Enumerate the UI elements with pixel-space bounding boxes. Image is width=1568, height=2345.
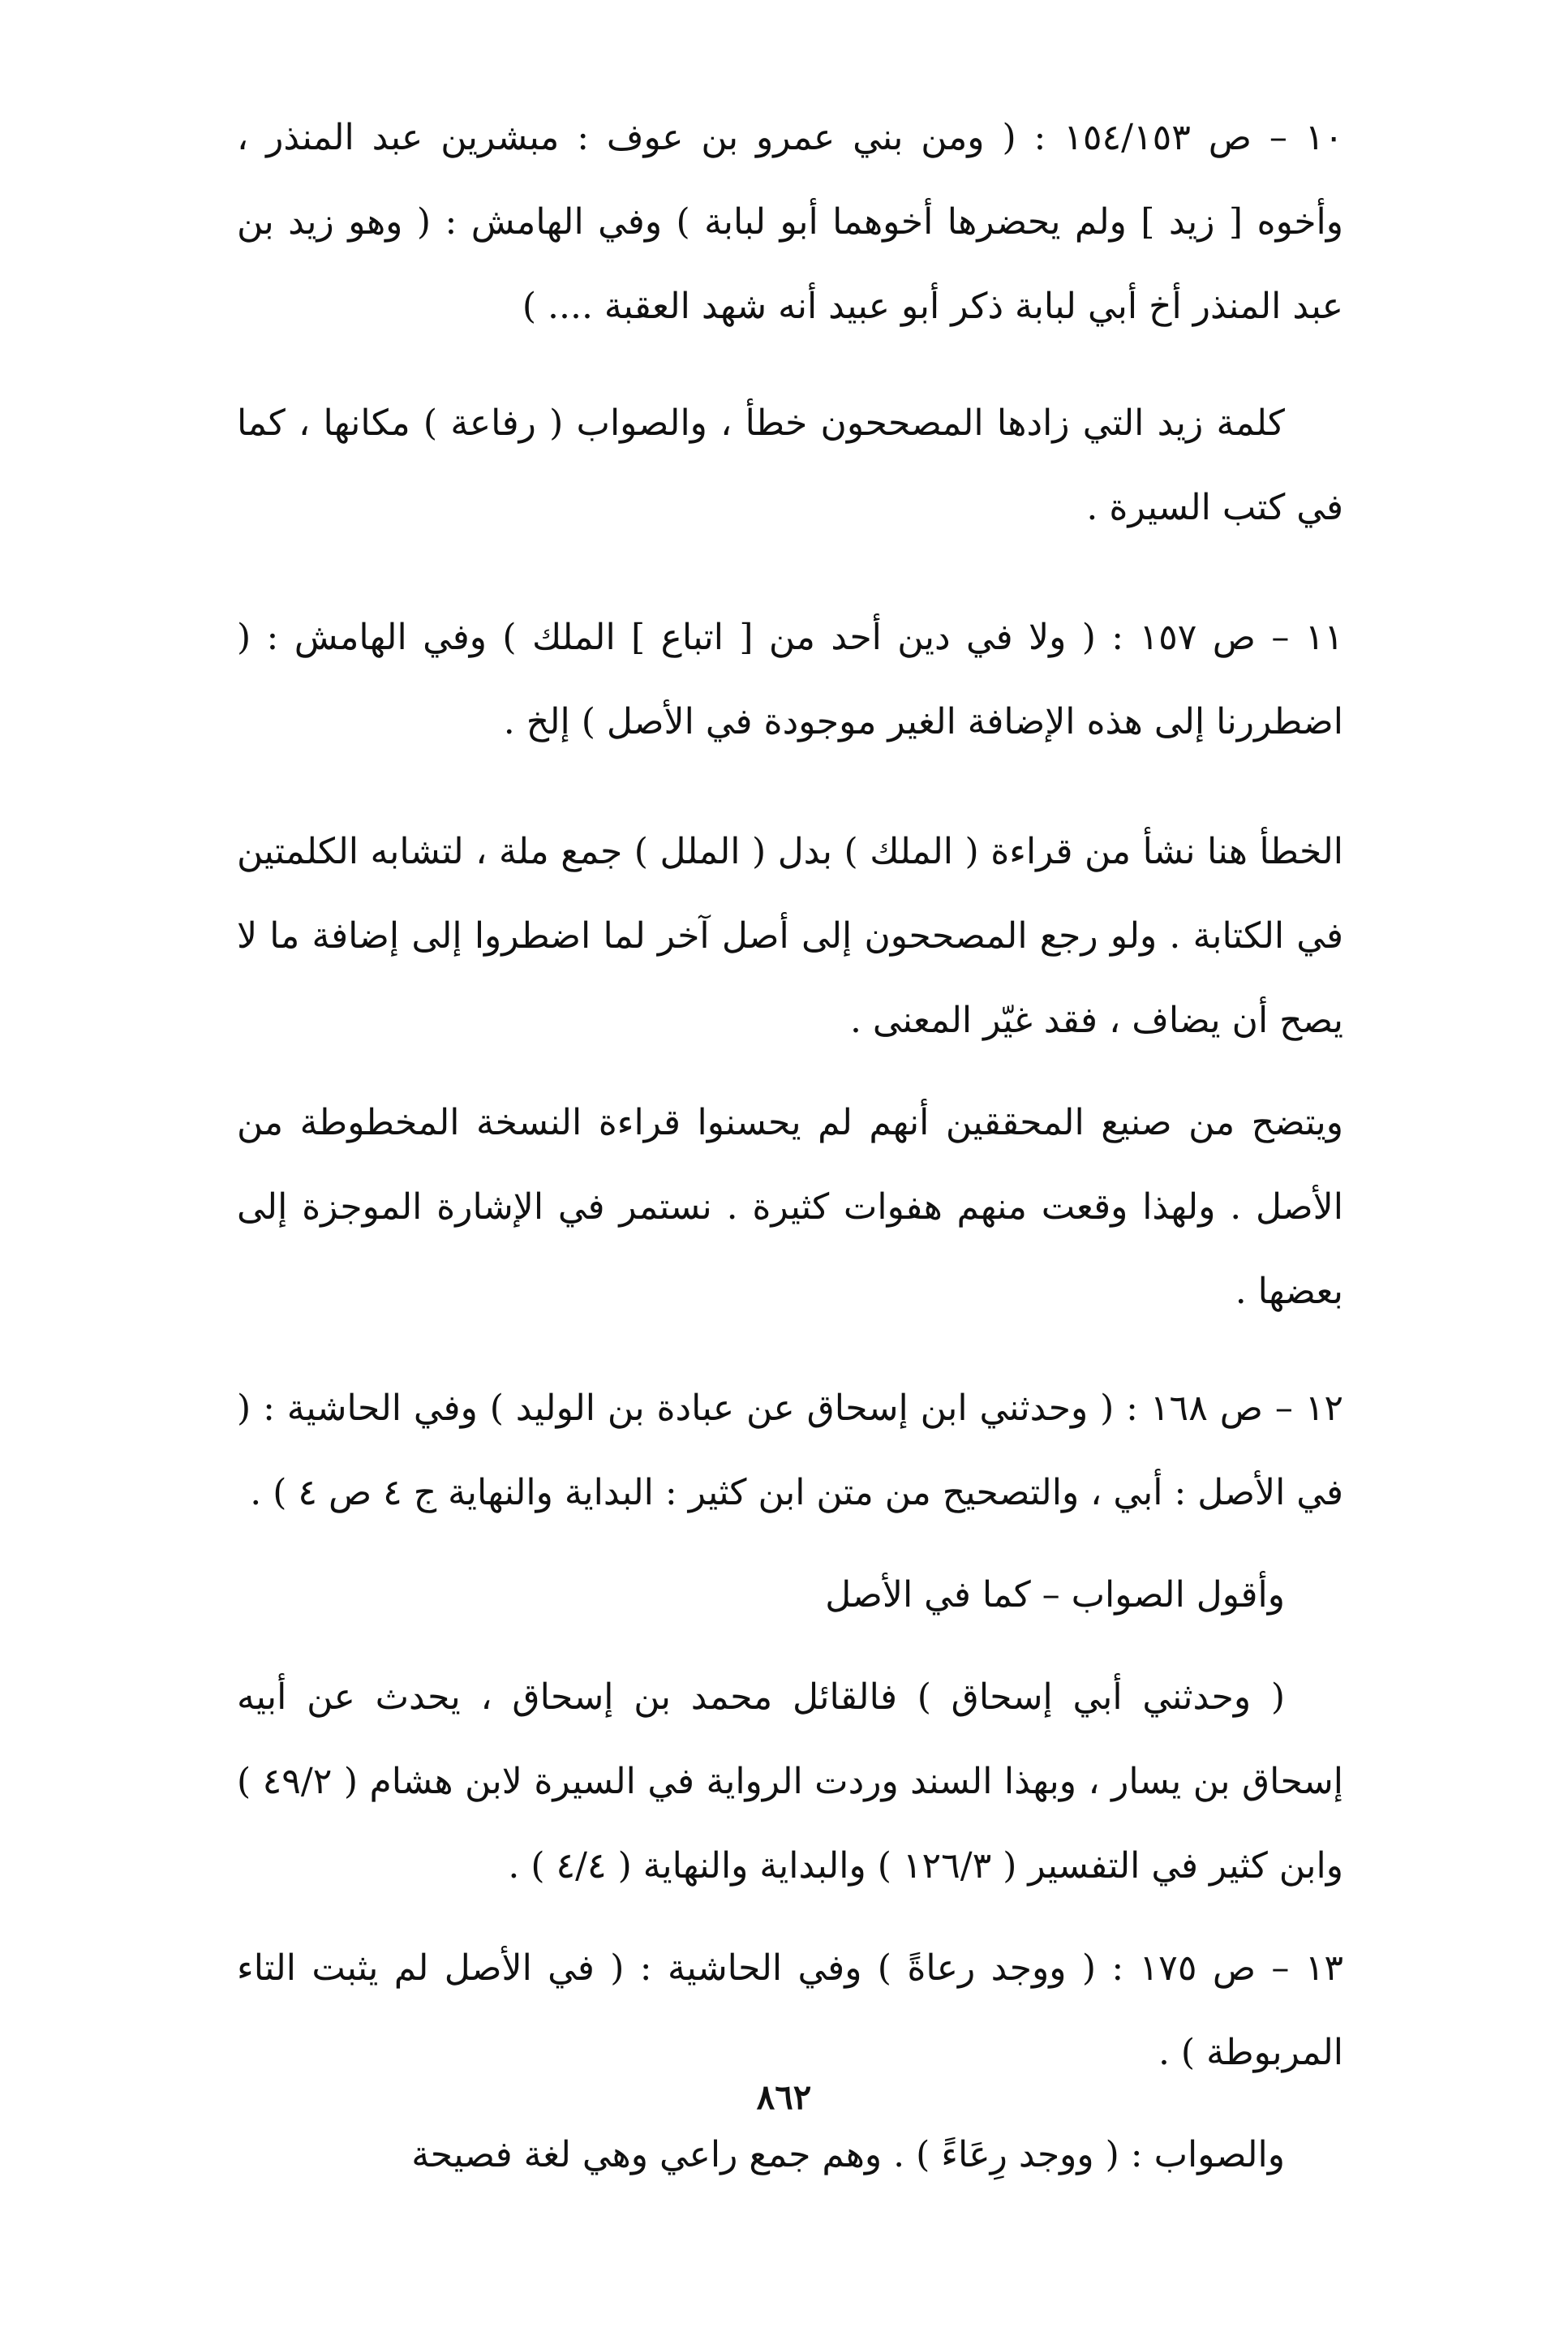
paragraph-item-13: ١٣ – ص ١٧٥ : ( ووجد رعاةً ) وفي الحاشية : ( في الأصل لم يثبت التاء المربوطة ) . xyxy=(237,1947,1344,2073)
paragraph-commentary: ويتضح من صنيع المحققين أنهم لم يحسنوا قراءة النسخة المخطوطة من الأصل . ولهذا وقعت منهم هفوات كثيرة . نستمر في الإشارة الموجزة إلى بعضها . xyxy=(237,1102,1343,1312)
paragraph-correction-12-intro: وأقول الصواب – كما في الأصل xyxy=(825,1574,1285,1616)
document-page xyxy=(237,96,1343,2270)
paragraph-item-11: ١١ – ص ١٥٧ : ( ولا في دين أحد من [ اتباع ] الملك ) وفي الهامش : ( اضطررنا إلى هذه الإضافة الغير موجودة في الأصل ) إلخ . xyxy=(237,617,1343,742)
paragraph-correction-10: كلمة زيد التي زادها المصححون خطأ ، والصواب ( رفاعة ) مكانها ، كما في كتب السيرة . xyxy=(237,402,1343,528)
paragraph-correction-13: والصواب : ( ووجد رِعَاءً ) . وهم جمع راعي وهي لغة فصيحة xyxy=(411,2134,1285,2175)
page-number: ٨٦٢ xyxy=(756,2077,812,2117)
paragraph-item-10: ١٠ – ص ١٥٤/١٥٣ : ( ومن بني عمرو بن عوف : مبشرين عبد المنذر ، وأخوه [ زيد ] ولم يحضرها أخوهما أبو لبابة ) وفي الهامش : ( وهو زيد بن عبد المنذر أخ أبي لبابة ذكر أبو عبيد أنه شهد العقبة .... ) xyxy=(237,117,1344,327)
paragraph-correction-11: الخطأ هنا نشأ من قراءة ( الملك ) بدل ( الملل ) جمع ملة ، لتشابه الكلمتين في الكتابة . ولو رجع المصححون إلى أصل آخر لما اضطروا إلى إضافة ما لا يصح أن يضاف ، فقد غيّر المعنى . xyxy=(237,831,1343,1041)
paragraph-item-12: ١٢ – ص ١٦٨ : ( وحدثني ابن إسحاق عن عبادة بن الوليد ) وفي الحاشية : ( في الأصل : أبي ، والتصحيح من متن ابن كثير : البداية والنهاية ج ٤ ص ٤ ) . xyxy=(237,1388,1344,1513)
paragraph-correction-12: ( وحدثني أبي إسحاق ) فالقائل محمد بن إسحاق ، يحدث عن أبيه إسحاق بن يسار ، وبهذا السند وردت الرواية في السيرة لابن هشام ( ٤٩/٢ ) وابن كثير في التفسير ( ١٢٦/٣ ) والبداية والنهاية ( ٤/٤ ) . xyxy=(237,1676,1343,1887)
